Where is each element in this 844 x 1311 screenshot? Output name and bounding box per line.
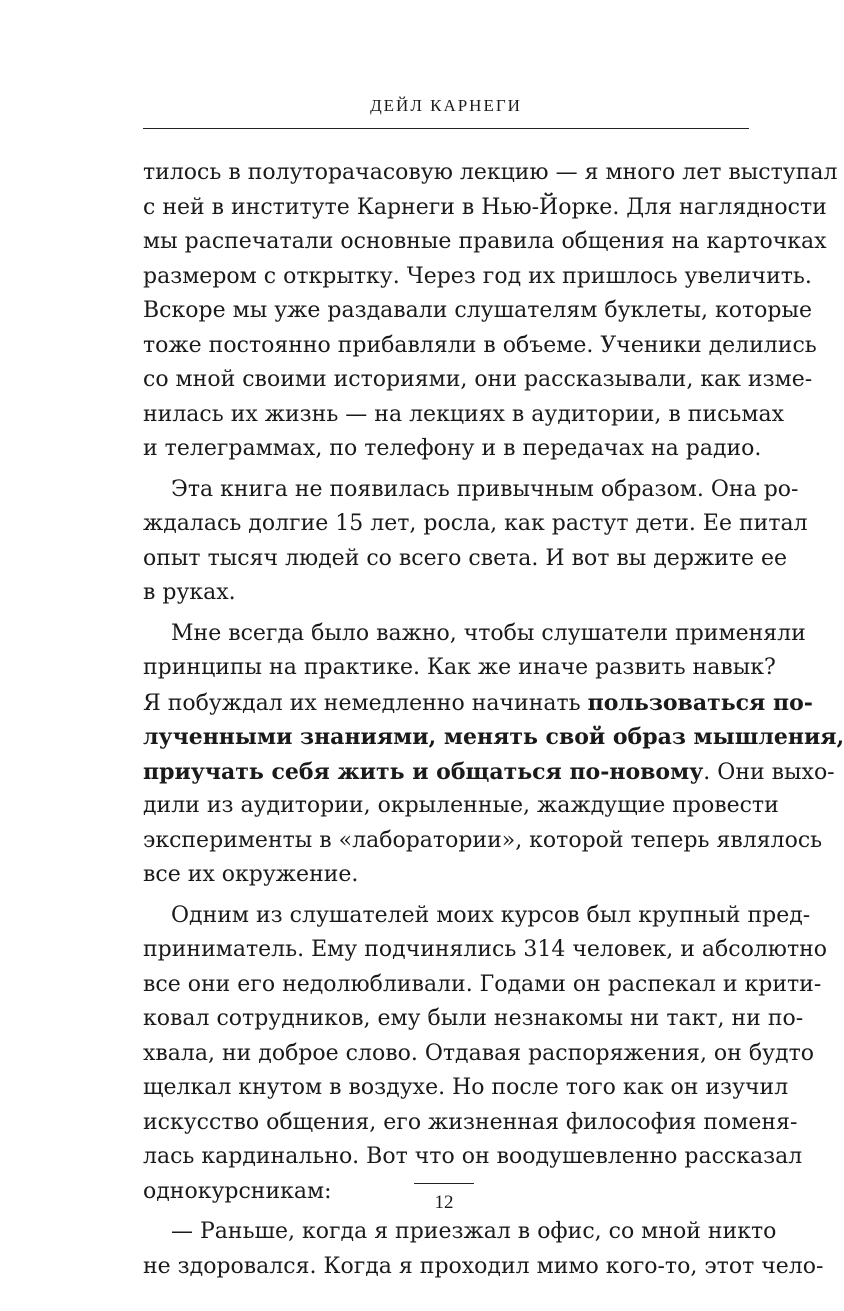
- page-number: 12: [434, 1192, 454, 1213]
- header-rule: [143, 128, 749, 129]
- text-line: [143, 933, 828, 968]
- text-run: размером с открытку. Через год их пришлось увеличить.: [143, 263, 812, 289]
- text-line: [143, 617, 806, 652]
- text-line: [143, 329, 817, 364]
- text-line: [143, 294, 812, 329]
- text-run: тоже постоянно прибавляли в объеме. Ученики делились: [143, 332, 817, 358]
- text-line: [143, 755, 835, 790]
- text-line: [143, 651, 776, 686]
- text-run: Вскоре мы уже раздавали слушателям буклеты, которые: [143, 298, 812, 323]
- footer-rule: [414, 1183, 474, 1184]
- text-run: мы распечатали основные правила общения на карточках: [143, 229, 827, 254]
- bold-text-run: приучать себя жить и общаться по-новому: [143, 758, 704, 785]
- text-line: [143, 432, 762, 467]
- text-run: Эта книга не появилась привычным образом. Она ро-: [171, 476, 799, 502]
- text-line: [143, 686, 813, 721]
- text-run: опыт тысяч людей со всего света. И вот вы держите ее: [143, 545, 788, 571]
- text-run: щелкал кнутом в воздухе. Но после того как он изучил: [143, 1075, 789, 1100]
- text-run: Одним из слушателей моих курсов был крупный пред-: [171, 902, 811, 928]
- text-run: — Раньше, когда я приезжал в офис, со мной никто: [171, 1219, 777, 1244]
- text-line: [143, 824, 823, 859]
- running-head: ДЕЙЛ КАРНЕГИ: [370, 96, 522, 115]
- text-line: [143, 191, 827, 226]
- text-line: [143, 1250, 824, 1285]
- text-line: [143, 858, 750, 893]
- text-run: тилось в полуторачасовую лекцию — я много лет выступал: [143, 160, 838, 185]
- text-line: [143, 1037, 814, 1072]
- text-run: не здоровался. Когда я проходил мимо кого-то, этот чело-: [143, 1253, 824, 1279]
- bold-text-run: пользоваться по-: [587, 689, 813, 716]
- text-line: [143, 363, 813, 398]
- text-run: и телеграммах, по телефону и в передачах на радио.: [143, 436, 762, 461]
- text-run: эксперименты в «лаборатории», которой теперь являлось: [143, 827, 823, 853]
- paragraph: [143, 1215, 824, 1284]
- body-text: [143, 156, 844, 1284]
- text-run: хвала, ни доброе слово. Отдавая распоряжения, он будто: [143, 1040, 814, 1066]
- text-run: однокурсникам:: [143, 1178, 332, 1204]
- text-run: лась кардинально. Вот что он воодушевленно рассказал: [143, 1144, 803, 1169]
- text-line: [143, 473, 799, 508]
- paragraph: [143, 899, 828, 1210]
- bold-text-run: лученными знаниями, менять свой образ мышления,: [143, 724, 844, 750]
- text-line: [143, 720, 844, 755]
- text-run: приниматель. Ему подчинялись 314 человек, и абсолютно: [143, 937, 828, 962]
- text-line: [143, 225, 827, 260]
- text-run: с ней в институте Карнеги в Нью-Йорке. Для наглядности: [143, 194, 827, 220]
- paragraph: [143, 617, 844, 893]
- text-run: . Они выхо-: [703, 759, 835, 785]
- text-run: ждалась долгие 15 лет, росла, как растут дети. Ее питал: [143, 511, 808, 536]
- text-run: ковал сотрудников, ему были незнакомы ни такт, ни по-: [143, 1006, 804, 1031]
- text-line: [143, 1071, 789, 1106]
- text-run: все их окружение.: [143, 862, 359, 887]
- text-run: нилась их жизнь — на лекциях в аудитории, в письмах: [143, 401, 785, 427]
- text-run: искусство общения, его жизненная философия поменя-: [143, 1109, 798, 1135]
- text-run: все они его недолюбливали. Годами он распекал и крити-: [143, 971, 822, 997]
- text-run: Я побуждал их немедленно начинать: [143, 690, 588, 716]
- text-run: со мной своими историями, они рассказывали, как изме-: [143, 367, 813, 392]
- text-run: принципы на практике. Как же иначе развить навык?: [143, 655, 776, 680]
- text-line: [143, 507, 808, 542]
- text-line: [143, 899, 811, 934]
- text-run: Мне всегда было важно, чтобы слушатели применяли: [171, 620, 806, 646]
- text-line: [143, 542, 788, 577]
- text-line: [143, 1140, 803, 1175]
- text-run: в руках.: [143, 580, 236, 605]
- text-line: [143, 1106, 798, 1141]
- text-line: [143, 576, 750, 611]
- text-line: [143, 1215, 777, 1250]
- text-line: [143, 398, 785, 433]
- text-line: [143, 260, 812, 295]
- text-line: [143, 789, 779, 824]
- paragraph: [143, 156, 838, 467]
- text-line: [143, 156, 838, 191]
- text-line: [143, 968, 822, 1003]
- text-line: [143, 1002, 804, 1037]
- text-run: дили из аудитории, окрыленные, жаждущие провести: [143, 793, 779, 818]
- paragraph: [143, 473, 808, 611]
